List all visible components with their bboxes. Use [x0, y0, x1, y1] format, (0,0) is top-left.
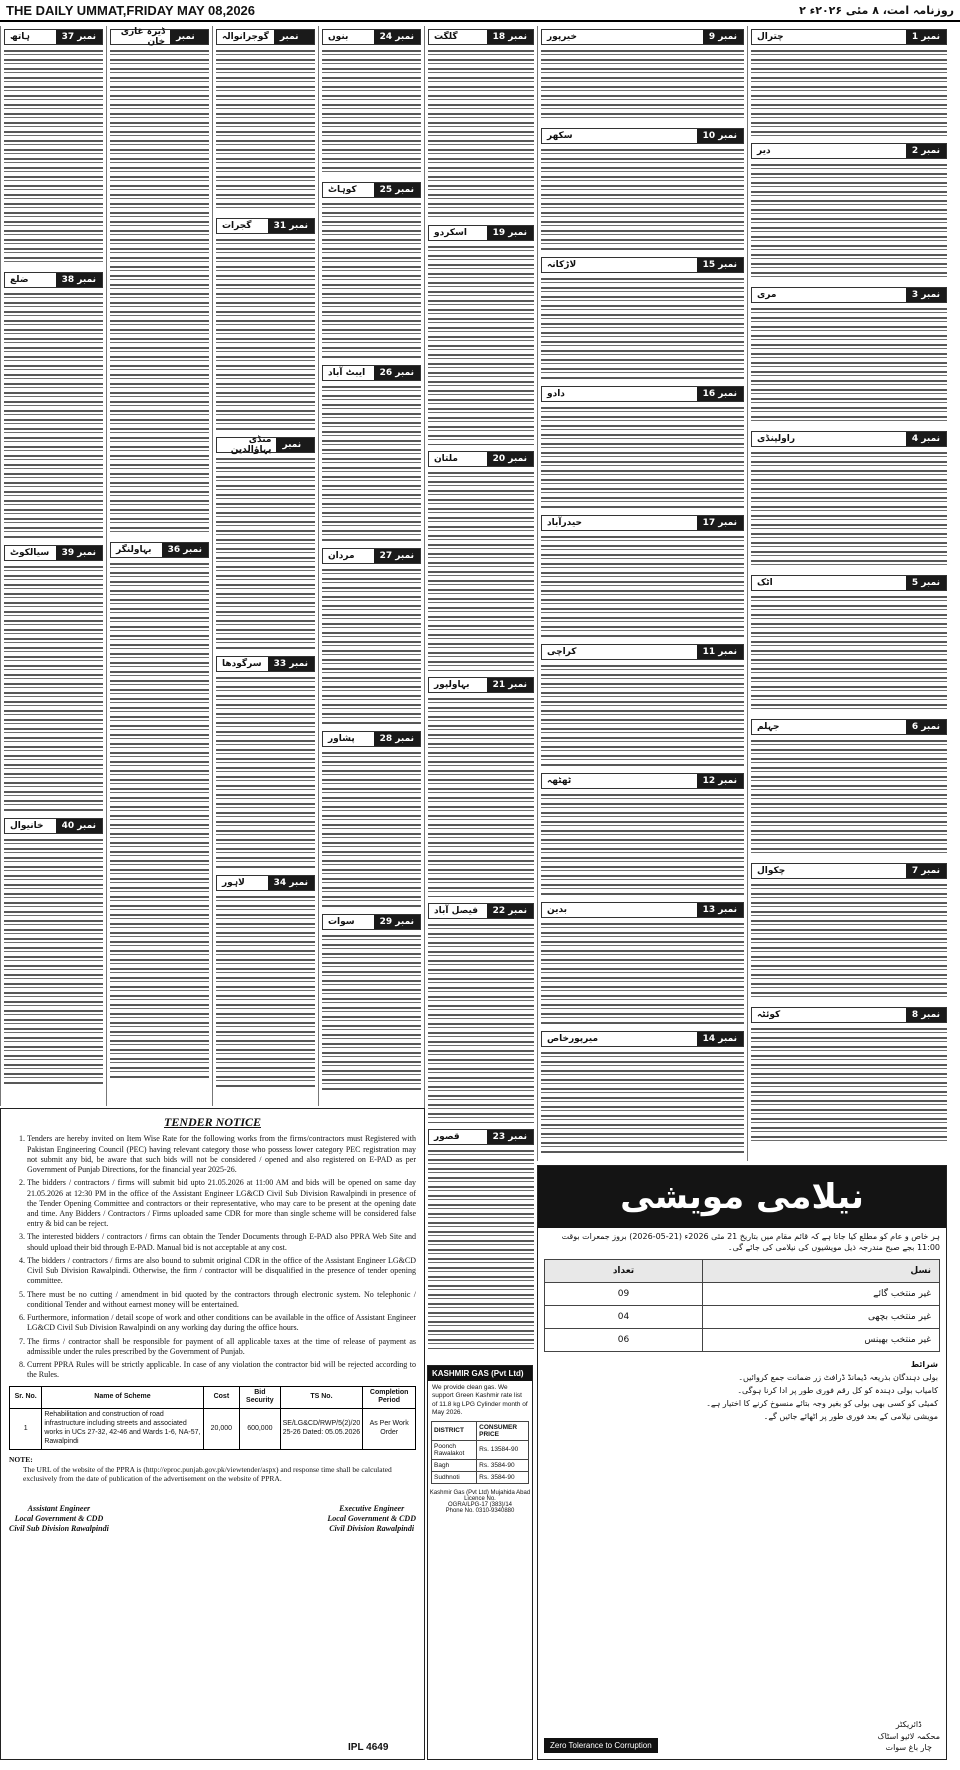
section-header — [4, 818, 103, 834]
article-text-block — [751, 450, 947, 569]
tender-item: 8. Current PPRA Rules will be strictly applicable. In case of any violation the contractor bid will be rejected according to the Rules. — [27, 1360, 416, 1380]
section-header — [428, 225, 534, 241]
news-section — [322, 731, 421, 908]
section-number: نمبر 13 — [697, 903, 743, 917]
section-area: منڈی بہاؤالدین — [230, 435, 272, 455]
section-number: نمبر 28 — [374, 732, 420, 746]
gas-district: Poonch Rawalakot — [432, 1440, 477, 1459]
section-number: نمبر 39 — [56, 546, 102, 560]
article-text-block — [4, 291, 103, 539]
section-header — [4, 272, 103, 288]
section-area: سکھر — [547, 131, 573, 141]
article-text-block — [428, 244, 534, 445]
gas-price: Rs. 3584-90 — [477, 1471, 529, 1483]
section-number: نمبر 8 — [906, 1008, 946, 1022]
news-section — [322, 365, 421, 542]
column-7 — [747, 26, 950, 1161]
article-text-block — [751, 162, 947, 281]
article-text-block — [541, 405, 744, 509]
auction-term: بولی دہندگان بذریعہ ڈیمانڈ ڈرافٹ زر ضمانت جمع کروائیں۔ — [738, 1373, 938, 1383]
gas-district: Bagh — [432, 1459, 477, 1471]
section-number: نمبر 19 — [487, 226, 533, 240]
news-section — [322, 29, 421, 176]
section-number: نمبر 24 — [374, 30, 420, 44]
article-text-block — [751, 738, 947, 857]
auction-qty: 04 — [545, 1306, 703, 1329]
section-header — [541, 644, 744, 660]
article-text-block — [322, 201, 421, 359]
section-area: میرپورخاص — [547, 1034, 599, 1044]
news-section — [216, 437, 315, 650]
article-text-block — [216, 237, 315, 431]
section-header — [428, 677, 534, 693]
section-number: نمبر 10 — [697, 129, 743, 143]
section-header — [322, 548, 421, 564]
section-header — [322, 182, 421, 198]
section-area: گوجرانوالہ — [222, 32, 269, 42]
signatory-right — [327, 1504, 416, 1535]
gas-district: Sudhnoti — [432, 1471, 477, 1483]
article-text-block — [428, 696, 534, 897]
article-text-block — [216, 48, 315, 212]
article-text-block — [216, 894, 315, 1088]
section-header — [322, 914, 421, 930]
section-number: نمبر 25 — [374, 183, 420, 197]
table-cell: SE/LG&CD/RWP/5(2)/20 25-26 Dated: 05.05.2026 — [280, 1409, 363, 1450]
section-header — [110, 542, 209, 558]
table-row — [432, 1459, 529, 1471]
section-area: گلگت — [434, 32, 458, 42]
news-section — [322, 548, 421, 725]
news-section — [428, 451, 534, 671]
section-number: نمبر 5 — [906, 576, 946, 590]
signatory-office: Civil Sub Division Rawalpindi — [9, 1524, 109, 1534]
section-area: دیر — [757, 146, 771, 156]
auction-breed: غیر منتخب گائے — [703, 1283, 940, 1306]
section-header — [751, 1007, 947, 1023]
signature-line: ڈائریکٹر — [895, 1720, 922, 1730]
news-section — [751, 29, 947, 137]
news-section — [541, 29, 744, 122]
section-area: کوہاٹ — [328, 185, 357, 195]
kashmir-gas-ad — [427, 1365, 533, 1760]
article-text-block — [541, 48, 744, 122]
table-row — [10, 1409, 416, 1450]
news-section — [541, 644, 744, 767]
section-number: نمبر 37 — [56, 30, 102, 44]
section-header — [322, 731, 421, 747]
news-section — [428, 225, 534, 445]
tender-title: TENDER NOTICE — [163, 1115, 261, 1129]
article-text-block — [541, 921, 744, 1025]
section-header — [751, 863, 947, 879]
masthead-urdu: روزنامہ امت، ۸ مئی ۲۰۲۶ء ۲ — [799, 3, 954, 17]
section-number: نمبر 27 — [374, 549, 420, 563]
gas-col-price: CONSUMER PRICE — [477, 1421, 529, 1440]
section-number: نمبر 6 — [906, 720, 946, 734]
auction-term: مویشی نیلامی کے بعد فوری طور پر اٹھائے جائیں گے۔ — [763, 1411, 938, 1421]
section-area: بنوں — [328, 32, 349, 42]
news-section — [751, 431, 947, 569]
article-text-block — [4, 48, 103, 266]
table-header: TS No. — [280, 1386, 363, 1409]
section-area: خانیوال — [10, 821, 44, 831]
article-text-block — [428, 48, 534, 219]
section-number: نمبر 31 — [268, 219, 314, 233]
section-number: نمبر — [170, 30, 208, 44]
section-number: نمبر 34 — [268, 876, 314, 890]
livestock-auction-ad — [537, 1165, 947, 1760]
section-number: نمبر 29 — [374, 915, 420, 929]
table-cell: 1 — [10, 1409, 42, 1450]
table-header: Completion Period — [363, 1386, 416, 1409]
article-text-block — [322, 750, 421, 908]
section-area: ایبٹ آباد — [328, 368, 366, 378]
section-area: ٹھٹھہ — [547, 776, 572, 786]
table-row — [432, 1440, 529, 1459]
signatory-title: Executive Engineer — [339, 1504, 405, 1514]
section-header — [541, 29, 744, 45]
section-header — [428, 451, 534, 467]
section-area: ہاتھ — [10, 32, 30, 42]
news-section — [428, 29, 534, 219]
signatory-office: Civil Division Rawalpindi — [329, 1524, 415, 1534]
section-area: بدین — [547, 905, 568, 915]
table-row — [432, 1471, 529, 1483]
table-header: Name of Scheme — [42, 1386, 203, 1409]
section-number: نمبر 1 — [906, 30, 946, 44]
section-area: سیالکوٹ — [10, 548, 50, 558]
section-header — [428, 903, 534, 919]
signatory-dept: Local Government & CDD — [14, 1514, 104, 1524]
section-number: نمبر 23 — [487, 1130, 533, 1144]
gas-intro: We provide clean gas. We support Green Kashmir rate list of 11.8 kg LPG Cylinder month of May 2026. — [432, 1384, 528, 1417]
section-area: کوئٹہ — [757, 1010, 781, 1020]
auction-table — [544, 1259, 940, 1352]
article-text-block — [428, 1148, 534, 1349]
news-section — [4, 818, 103, 1085]
signature-line: چار باغ سوات — [885, 1742, 932, 1752]
section-header — [751, 719, 947, 735]
article-text-block — [541, 792, 744, 896]
section-header — [751, 29, 947, 45]
article-text-block — [751, 1026, 947, 1145]
tender-notice — [0, 1108, 425, 1760]
section-area: خیرپور — [547, 32, 577, 42]
article-text-block — [322, 933, 421, 1091]
table-cell: Rehabilitation and construction of road infrastructure including streets and associated works in UCs 27-32, 42-46 and Wards 1-6, NA-57, Rawalpindi — [42, 1409, 203, 1450]
section-header — [751, 143, 947, 159]
tender-item: 3. The interested bidders / contractors / firms can obtain the Tender Documents through E-PAD also PPRA Web Site and should upload their bid through E-PAD. Manual bid is not acceptable at any cost. — [27, 1232, 416, 1252]
news-section — [428, 677, 534, 897]
section-number: نمبر 20 — [487, 452, 533, 466]
auction-title: نیلامی مویشی — [538, 1166, 946, 1228]
auction-terms — [538, 1355, 946, 1427]
section-number: نمبر 36 — [162, 543, 208, 557]
article-text-block — [541, 663, 744, 767]
table-cell: 600,000 — [240, 1409, 281, 1450]
section-number: نمبر 15 — [697, 258, 743, 272]
section-number: نمبر 17 — [697, 516, 743, 530]
section-area: مردان — [328, 551, 355, 561]
article-text-block — [751, 882, 947, 1001]
tender-item: 4. The bidders / contractors / firms are also bound to submit original CDR in the office of the Assistant Engineer LG&CD Civil Sub Division Rawalpindi. Otherwise, the firm / contractor will be disqualified in the presence of tender opening committee. — [27, 1256, 416, 1287]
section-area: قصور — [434, 1132, 460, 1142]
section-area: اٹک — [757, 578, 773, 588]
section-number: نمبر 3 — [906, 288, 946, 302]
section-number: نمبر 33 — [268, 657, 314, 671]
section-number: نمبر 26 — [374, 366, 420, 380]
news-section — [216, 218, 315, 431]
news-section — [322, 914, 421, 1091]
section-header — [216, 218, 315, 234]
section-header — [428, 1129, 534, 1145]
news-section — [216, 875, 315, 1088]
auction-footer — [544, 1719, 940, 1753]
section-number: نمبر 40 — [56, 819, 102, 833]
table-row — [545, 1329, 940, 1352]
column-3 — [212, 26, 318, 1106]
article-text-block — [110, 561, 209, 1079]
tender-item: 1. Tenders are hereby invited on Item Wise Rate for the following works from the firms/contractors must Registered with Pakistan Engineering Council (PEC) having relevant category those who possess lower category PEC registration may not submit any bid, be aware that such bids will not be considered / opened and also registered on E-PAD as per Government of Punjab Directions, for the financial year 2025-26. — [27, 1134, 416, 1175]
section-number: نمبر 12 — [697, 774, 743, 788]
section-number: نمبر 14 — [697, 1032, 743, 1046]
news-section — [322, 182, 421, 359]
article-text-block — [216, 456, 315, 650]
section-area: سوات — [328, 917, 355, 927]
section-header — [751, 287, 947, 303]
news-section — [110, 29, 209, 536]
news-section — [428, 903, 534, 1123]
article-text-block — [751, 594, 947, 713]
section-header — [541, 515, 744, 531]
news-section — [4, 29, 103, 266]
gas-footer — [428, 1490, 532, 1514]
section-number: نمبر 7 — [906, 864, 946, 878]
section-header — [541, 128, 744, 144]
note-text: The URL of the website of the PPRA is (http://eproc.punjab.gov.pk/viewtender/aspx) and response time shall be calculated exclusively from the date of publication of the advertisement on the website of PPRA. — [23, 1464, 392, 1484]
section-number: نمبر 2 — [906, 144, 946, 158]
section-number: نمبر 11 — [697, 645, 743, 659]
gas-footer-line: OGRA/LPG-17 (383)/14 — [447, 1501, 513, 1508]
section-area: ملتان — [434, 454, 458, 464]
table-header: Bid Security — [240, 1386, 281, 1409]
section-header — [751, 431, 947, 447]
news-section — [110, 542, 209, 1079]
article-text-block — [751, 306, 947, 425]
section-area: لاڑکانہ — [547, 260, 577, 270]
section-area: اسکردو — [434, 228, 467, 238]
section-header — [216, 875, 315, 891]
tender-item: 6. Furthermore, information / detail scope of work and other conditions can be available in the office of Assistant Engineer LG&CD Civil Sub Division Rawalpindi on any working day during the office hours. — [27, 1313, 416, 1333]
section-area: سرگودھا — [222, 659, 262, 669]
section-header — [428, 29, 534, 45]
auction-term: کمیٹی کو کسی بھی بولی کو بغیر وجہ بتائے منسوخ کرنے کا اختیار ہے۔ — [706, 1398, 938, 1408]
column-4 — [318, 26, 424, 1106]
article-text-block — [322, 48, 421, 176]
section-header — [322, 365, 421, 381]
article-text-block — [541, 1050, 744, 1154]
tender-item: 7. The firms / contractor shall be responsible for payment of all applicable taxes at the time of release of payment as admissible under the rules prescribed by the Government of Punjab. — [27, 1337, 416, 1357]
news-section — [4, 272, 103, 539]
article-text-block — [541, 276, 744, 380]
section-area: جہلم — [757, 722, 780, 732]
masthead-date: THE DAILY UMMAT,FRIDAY MAY 08,2026 — [6, 2, 256, 18]
section-header — [4, 545, 103, 561]
news-section — [751, 143, 947, 281]
table-cell: 20,000 — [203, 1409, 239, 1450]
table-row — [545, 1283, 940, 1306]
section-header — [541, 1031, 744, 1047]
auction-signature — [877, 1719, 940, 1753]
gas-price-table — [431, 1421, 529, 1484]
section-number: نمبر 4 — [906, 432, 946, 446]
news-section — [541, 515, 744, 638]
table-cell: As Per Work Order — [363, 1409, 416, 1450]
news-section — [751, 719, 947, 857]
section-number: نمبر 16 — [697, 387, 743, 401]
gas-footer-line: Kashmir Gas (Pvt Ltd) Mujahida Abad — [429, 1489, 531, 1496]
section-area: فیصل آباد — [434, 906, 479, 916]
section-area: ضلع — [10, 275, 29, 285]
news-section — [216, 29, 315, 212]
section-area: بہاولنگر — [116, 545, 152, 555]
section-area: ڈیرہ غازی خان — [120, 27, 166, 47]
section-number: نمبر 38 — [56, 273, 102, 287]
tender-item: 2. The bidders / contractors / firms will submit bid upto 21.05.2026 at 11:00 AM and bids will be opened on same day 21.05.2026 at 12:30 PM in the office of the Assistant Engineer LG&CD Civil Sub Division Rawalpindi in presence of the Tender Opening Committee and contractors or their representative, who may care to be present at the opening date and time. Any Bidders / Contractors / Firms uploaded same CDR for more than single scheme will be considered false entry & bid can be reject. — [27, 1178, 416, 1229]
margin-strip — [950, 26, 960, 1760]
column-6 — [537, 26, 747, 1161]
gas-footer-line: Phone No. 0310-9340880 — [445, 1507, 515, 1514]
article-text-block — [322, 384, 421, 542]
section-header — [216, 656, 315, 672]
auction-col-breed: نسل — [703, 1260, 940, 1283]
section-header — [541, 902, 744, 918]
section-number: نمبر 18 — [487, 30, 533, 44]
section-area: دادو — [547, 389, 565, 399]
section-area: لاہور — [222, 878, 245, 888]
article-text-block — [110, 48, 209, 536]
section-area: کراچی — [547, 647, 577, 657]
gas-header: KASHMIR GAS (Pvt Ltd) — [428, 1366, 532, 1381]
table-header: Sr. No. — [10, 1386, 42, 1409]
column-5 — [424, 26, 537, 1364]
section-header — [110, 29, 209, 45]
ipl-number: IPL 4649 — [348, 1742, 389, 1753]
zero-tolerance-badge: Zero Tolerance to Corruption — [544, 1738, 658, 1753]
signature-line: محکمہ لائیو اسٹاک — [877, 1731, 940, 1741]
auction-qty: 06 — [545, 1329, 703, 1352]
article-text-block — [541, 534, 744, 638]
news-section — [751, 287, 947, 425]
section-number: نمبر 9 — [703, 30, 743, 44]
section-area: مری — [757, 290, 777, 300]
article-text-block — [428, 922, 534, 1123]
signatory-left — [9, 1504, 109, 1535]
section-area: چکوال — [757, 866, 786, 876]
gas-footer-line: Licence No. — [464, 1495, 496, 1502]
news-section — [541, 902, 744, 1025]
tender-signatories — [9, 1504, 416, 1535]
news-section — [751, 575, 947, 713]
tender-table — [9, 1386, 416, 1451]
auction-breed: غیر منتخب بھینس — [703, 1329, 940, 1352]
news-section — [541, 128, 744, 251]
section-header — [751, 575, 947, 591]
column-2 — [106, 26, 212, 1106]
auction-breed: غیر منتخب بچھی — [703, 1306, 940, 1329]
article-text-block — [4, 837, 103, 1085]
section-header — [4, 29, 103, 45]
section-header — [541, 257, 744, 273]
news-section — [541, 773, 744, 896]
section-header — [216, 437, 315, 453]
signatory-dept: Local Government & CDD — [327, 1514, 416, 1524]
gas-price: Rs. 13584-90 — [477, 1440, 529, 1459]
news-section — [751, 1007, 947, 1145]
tender-items — [9, 1134, 416, 1380]
note-label: NOTE: — [9, 1455, 33, 1465]
tender-note — [9, 1455, 416, 1484]
article-text-block — [541, 147, 744, 251]
section-area: راولپنڈی — [757, 434, 796, 444]
auction-terms-title: شرائط — [910, 1360, 938, 1370]
article-text-block — [322, 567, 421, 725]
auction-qty: 09 — [545, 1283, 703, 1306]
section-header — [541, 386, 744, 402]
signatory-title: Assistant Engineer — [27, 1504, 91, 1514]
section-header — [322, 29, 421, 45]
article-text-block — [4, 564, 103, 812]
news-section — [428, 1129, 534, 1349]
gas-col-district: DISTRICT — [432, 1421, 477, 1440]
section-header — [541, 773, 744, 789]
gas-price: Rs. 3584-90 — [477, 1459, 529, 1471]
news-section — [541, 257, 744, 380]
section-number: نمبر — [276, 438, 314, 452]
news-section — [4, 545, 103, 812]
section-area: چترال — [757, 32, 784, 42]
section-area: گجرات — [222, 221, 252, 231]
section-number: نمبر 22 — [487, 904, 533, 918]
section-area: بہاولپور — [434, 680, 470, 690]
masthead — [0, 0, 960, 22]
tender-item: 5. There must be no cutting / amendment in bid quoted by the contractors through electronic system. No telephonic / conditional Tender and without earnest money will be entertained. — [27, 1290, 416, 1310]
section-header — [216, 29, 315, 45]
news-section — [751, 863, 947, 1001]
table-header: Cost — [203, 1386, 239, 1409]
section-area: پشاور — [328, 734, 355, 744]
article-text-block — [216, 675, 315, 869]
news-section — [541, 1031, 744, 1154]
auction-col-qty: تعداد — [545, 1260, 703, 1283]
table-row — [545, 1306, 940, 1329]
section-number: نمبر — [274, 30, 314, 44]
section-area: حیدرآباد — [547, 518, 583, 528]
section-number: نمبر 21 — [487, 678, 533, 692]
article-text-block — [751, 48, 947, 137]
news-section — [541, 386, 744, 509]
auction-intro: ہر خاص و عام کو مطلع کیا جاتا ہے کہ قائم مقام میں بتاریخ 21 مئی 2026ء (21-05-2026) بروز جمعرات بوقت 11:00 بجے صبح مندرجہ ذیل مویشیوں کی نیلامی کی جائے گی۔ — [561, 1232, 940, 1253]
auction-term: کامیاب بولی دہندہ کو کل رقم فوری طور پر ادا کرنا ہوگی۔ — [737, 1385, 938, 1395]
article-text-block — [428, 470, 534, 671]
news-section — [216, 656, 315, 869]
column-1 — [0, 26, 106, 1106]
